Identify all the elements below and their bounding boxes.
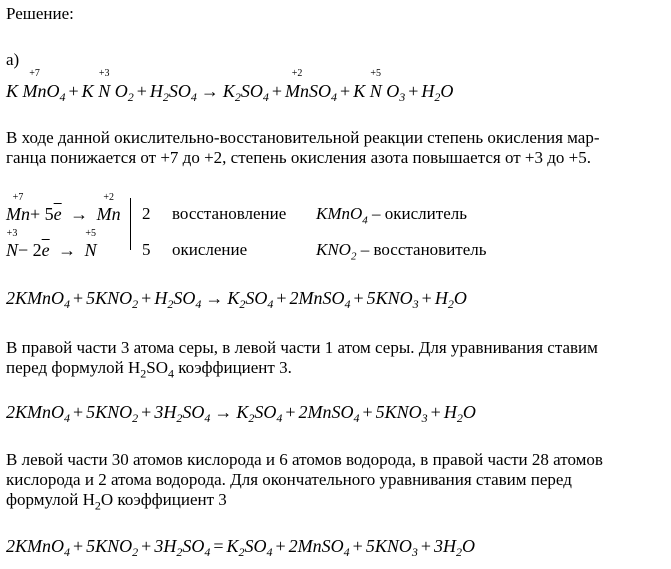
- half-reaction-n: +3 $N- 2\overline{e}$ → +5 N: [6, 228, 97, 260]
- electron-balance: [6, 192, 666, 266]
- ox-state: +7: [29, 68, 40, 79]
- process-label: окисление: [172, 240, 248, 259]
- paragraph-1: В ходе данной окислительно-восстановительной реакции степень окисления мар- ганца понижается от +7 до +2, степень окисления азота повышается от +3 до +5.: [6, 128, 600, 167]
- equation-2: 2KMnO$_4$ + $5KNO_2 + H_2SO_4 \to K_2SO_4$ + 2MnSO$_4$ + $5KNO_3 + H_2O$: [6, 288, 467, 311]
- half-reaction-mn: +7 $Mn+ 5\overline{e}$ → +2 Mn: [6, 192, 121, 224]
- ox-state: +5: [370, 68, 382, 79]
- coefficient: 2: [142, 204, 151, 223]
- heading: Решение:: [6, 4, 74, 23]
- ox-state: +2: [291, 68, 303, 79]
- equation-4: 2KMnO$_4$ + $5KNO_2 + 3H_2SO_4 = K_2SO_4$ + 2MnSO$_4$ + $5KNO_3 + 3H_2O$: [6, 536, 475, 559]
- balance-row-reduction: [6, 192, 666, 230]
- equation-3: 2KMnO$_4$ + $5KNO_2 + 3H_2SO_4 \to K_2SO_4$ + 2MnSO$_4$ + $5KNO_3 + H_2O$: [6, 402, 476, 425]
- process-label: восстановление: [172, 204, 287, 223]
- agent-role: KMnO$_4$ – окислитель: [316, 204, 467, 227]
- paragraph-3: В левой части 30 атомов кислорода и 6 атомов водорода, в правой части 28 атомов кислорода и 2 атома водорода. Для окончательного уравнивания ставим перед формулой $H_2O$ коэффициент 3: [6, 450, 603, 513]
- part-label: а): [6, 50, 20, 69]
- equation-1: K +7 MnO$_4$ + K +3 N $O_2 + H_2SO_4 \to K_2SO_4$ + +2 MnSO$_4$ + K +5 N $O_3 + H_2O$: [6, 68, 454, 104]
- ox-state: +3: [98, 68, 110, 79]
- coefficient: 5: [142, 240, 151, 259]
- paragraph-2: В правой части 3 атома серы, в левой части 1 атом серы. Для уравнивания ставим перед формулой $H_2SO_4$ коэффициент 3.: [6, 338, 598, 381]
- balance-row-oxidation: [6, 228, 666, 266]
- agent-role: $KNO_2$ – восстановитель: [316, 240, 487, 263]
